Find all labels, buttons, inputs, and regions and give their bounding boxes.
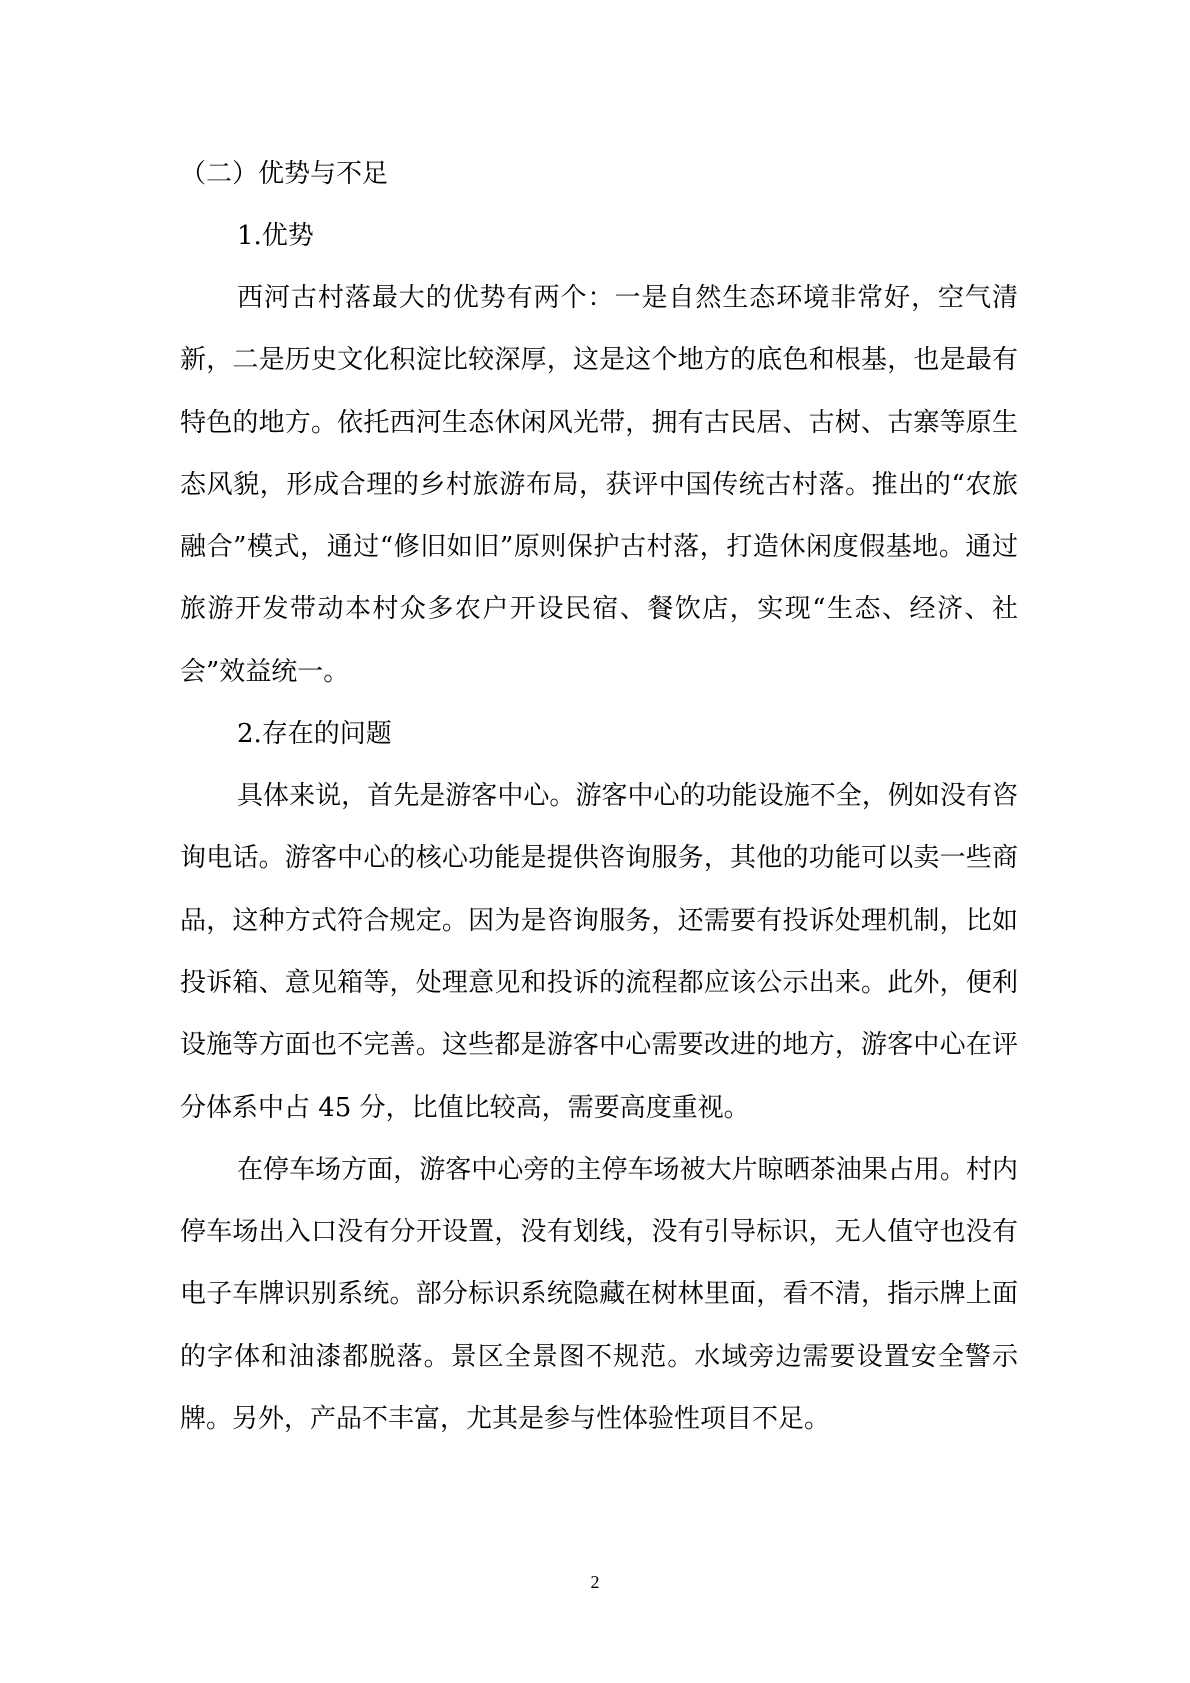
paragraph-parking: 在停车场方面，游客中心旁的主停车场被大片晾晒茶油果占用。村内停车场出入口没有分开设置，没有划线，没有引导标识，无人值守也没有电子车牌识别系统。部分标识系统隐藏在树林里面，看不清，指示牌上面的字体和油漆都脱落。景区全景图不规范。水域旁边需要设置安全警示牌。另外，产品不丰富，尤其是参与性体验性项目不足。: [180, 1154, 1018, 1435]
document-body: [180, 143, 1018, 1450]
subheading-advantages: 1.优势: [237, 221, 314, 251]
paragraph-advantages: 西河古村落最大的优势有两个：一是自然生态环境非常好，空气清新，二是历史文化积淀比较深厚，这是这个地方的底色和根基，也是最有特色的地方。依托西河生态休闲风光带，拥有古民居、古树、古寨等原生态风貌，形成合理的乡村旅游布局，获评中国传统古村落。推出的“农旅融合”模式，通过“修旧如旧”原则保护古村落，打造休闲度假基地。通过旅游开发带动本村众多农户开设民宿、餐饮店，实现“生态、经济、社会”效益统一。: [180, 283, 1018, 687]
page-number: 2: [590, 1572, 600, 1592]
section-heading: （二）优势与不足: [180, 159, 389, 189]
subheading-problems: 2.存在的问题: [237, 719, 392, 750]
paragraph-visitor-center: 具体来说，首先是游客中心。游客中心的功能设施不全，例如没有咨询电话。游客中心的核心功能是提供咨询服务，其他的功能可以卖一些商品，这种方式符合规定。因为是咨询服务，还需要有投诉处理机制，比如投诉箱、意见箱等，处理意见和投诉的流程都应该公示出来。此外，便利设施等方面也不完善。这些都是游客中心需要改进的地方，游客中心在评分体系中占 45 分，比值比较高，需要高度重视。: [180, 781, 1018, 1123]
